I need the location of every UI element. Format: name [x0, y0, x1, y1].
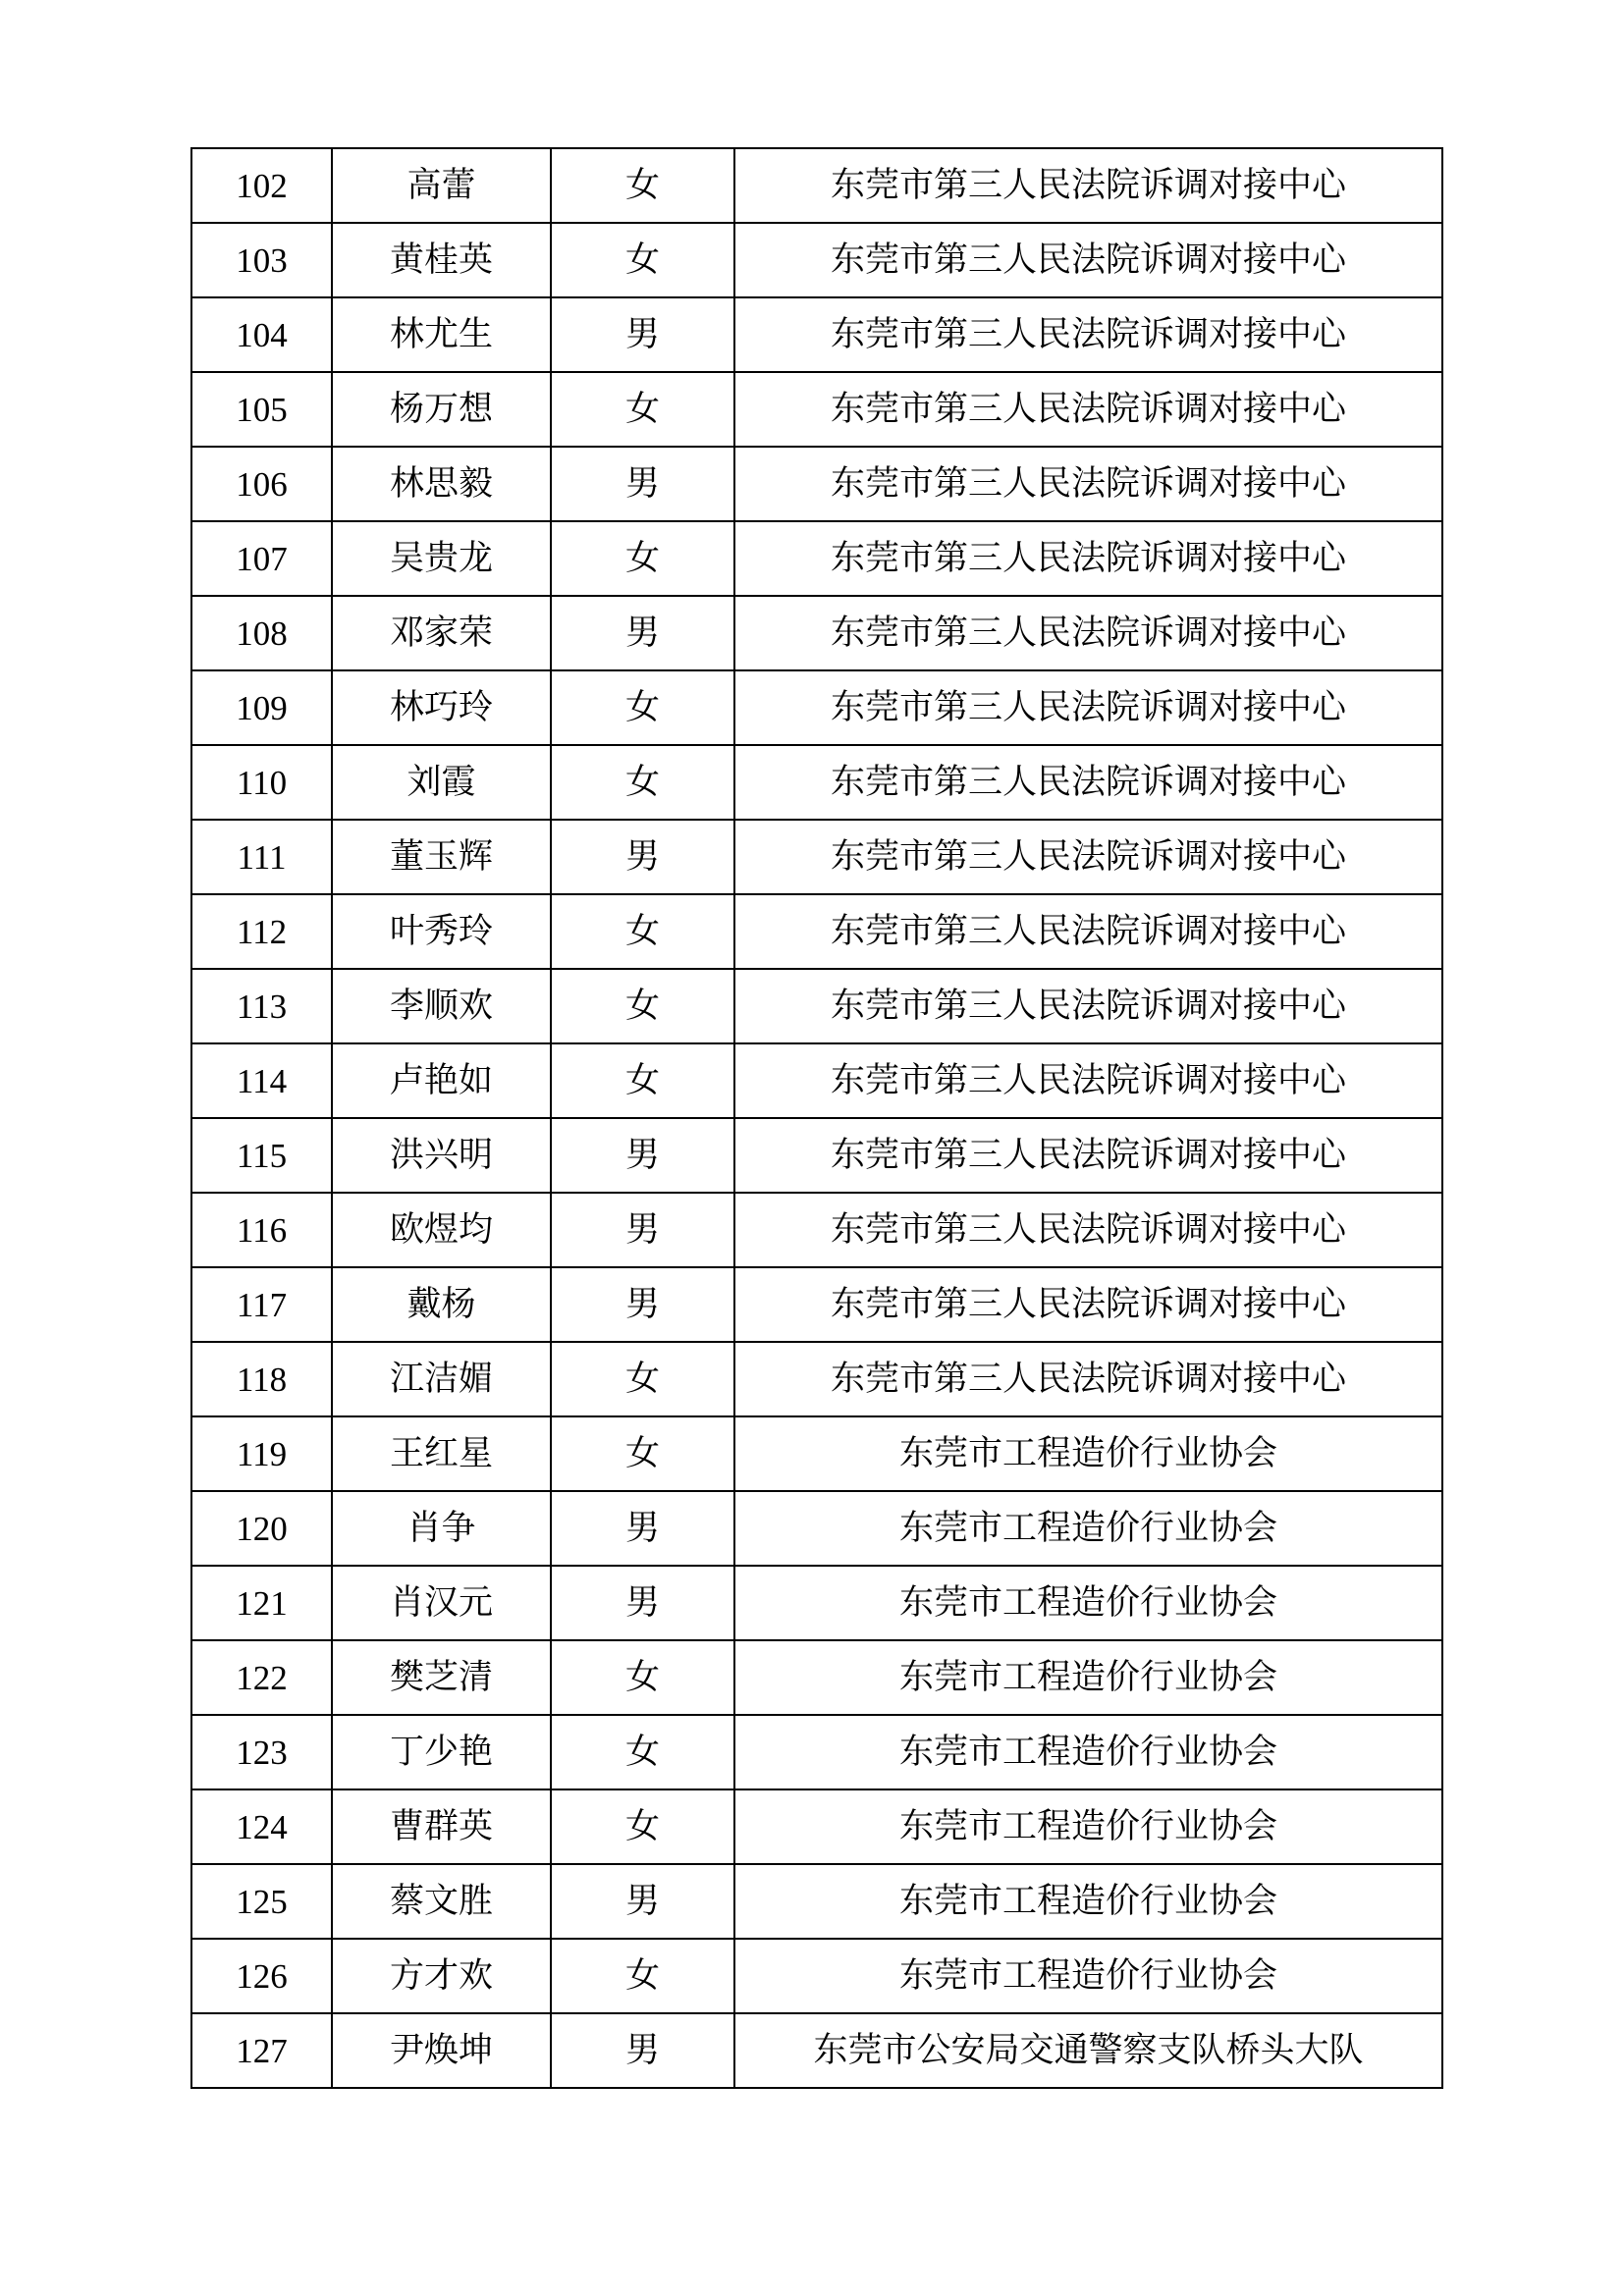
name-cell: 林巧玲 — [332, 670, 551, 745]
unit-cell: 东莞市第三人民法院诉调对接中心 — [734, 521, 1442, 596]
unit-cell: 东莞市第三人民法院诉调对接中心 — [734, 148, 1442, 223]
gender-cell: 女 — [551, 1789, 734, 1864]
gender-cell: 男 — [551, 1193, 734, 1267]
name-cell: 王红星 — [332, 1416, 551, 1491]
table-row — [191, 1193, 1442, 1267]
table-row — [191, 820, 1442, 894]
row-number-cell: 108 — [191, 596, 332, 670]
row-number-cell: 127 — [191, 2013, 332, 2088]
unit-cell: 东莞市工程造价行业协会 — [734, 1939, 1442, 2013]
unit-cell: 东莞市第三人民法院诉调对接中心 — [734, 1118, 1442, 1193]
gender-cell: 男 — [551, 1118, 734, 1193]
roster-table — [190, 147, 1443, 2089]
row-number-cell: 107 — [191, 521, 332, 596]
row-number-cell: 105 — [191, 372, 332, 447]
name-cell: 曹群英 — [332, 1789, 551, 1864]
unit-cell: 东莞市第三人民法院诉调对接中心 — [734, 670, 1442, 745]
name-cell: 卢艳如 — [332, 1043, 551, 1118]
table-row — [191, 1640, 1442, 1715]
row-number-cell: 113 — [191, 969, 332, 1043]
row-number-cell: 103 — [191, 223, 332, 297]
name-cell: 樊芝清 — [332, 1640, 551, 1715]
unit-cell: 东莞市第三人民法院诉调对接中心 — [734, 223, 1442, 297]
name-cell: 林尤生 — [332, 297, 551, 372]
table-row — [191, 372, 1442, 447]
gender-cell: 女 — [551, 1640, 734, 1715]
row-number-cell: 124 — [191, 1789, 332, 1864]
row-number-cell: 126 — [191, 1939, 332, 2013]
name-cell: 杨万想 — [332, 372, 551, 447]
unit-cell: 东莞市工程造价行业协会 — [734, 1715, 1442, 1789]
gender-cell: 男 — [551, 820, 734, 894]
gender-cell: 男 — [551, 1864, 734, 1939]
table-row — [191, 1939, 1442, 2013]
table-row — [191, 1566, 1442, 1640]
table-row — [191, 447, 1442, 521]
table-row — [191, 1342, 1442, 1416]
name-cell: 李顺欢 — [332, 969, 551, 1043]
gender-cell: 女 — [551, 745, 734, 820]
unit-cell: 东莞市第三人民法院诉调对接中心 — [734, 969, 1442, 1043]
row-number-cell: 118 — [191, 1342, 332, 1416]
name-cell: 肖汉元 — [332, 1566, 551, 1640]
unit-cell: 东莞市工程造价行业协会 — [734, 1789, 1442, 1864]
table-row — [191, 670, 1442, 745]
gender-cell: 男 — [551, 596, 734, 670]
table-row — [191, 894, 1442, 969]
gender-cell: 男 — [551, 1267, 734, 1342]
table-row — [191, 148, 1442, 223]
name-cell: 吴贵龙 — [332, 521, 551, 596]
table-row — [191, 1416, 1442, 1491]
table-row — [191, 1267, 1442, 1342]
name-cell: 刘霞 — [332, 745, 551, 820]
row-number-cell: 109 — [191, 670, 332, 745]
table-row — [191, 1715, 1442, 1789]
name-cell: 林思毅 — [332, 447, 551, 521]
gender-cell: 女 — [551, 1715, 734, 1789]
table-row — [191, 596, 1442, 670]
unit-cell: 东莞市第三人民法院诉调对接中心 — [734, 447, 1442, 521]
gender-cell: 女 — [551, 1416, 734, 1491]
unit-cell: 东莞市工程造价行业协会 — [734, 1864, 1442, 1939]
name-cell: 洪兴明 — [332, 1118, 551, 1193]
row-number-cell: 120 — [191, 1491, 332, 1566]
name-cell: 黄桂英 — [332, 223, 551, 297]
gender-cell: 女 — [551, 223, 734, 297]
row-number-cell: 117 — [191, 1267, 332, 1342]
name-cell: 戴杨 — [332, 1267, 551, 1342]
gender-cell: 女 — [551, 1342, 734, 1416]
unit-cell: 东莞市第三人民法院诉调对接中心 — [734, 372, 1442, 447]
gender-cell: 男 — [551, 1491, 734, 1566]
name-cell: 尹焕坤 — [332, 2013, 551, 2088]
table-row — [191, 1491, 1442, 1566]
gender-cell: 女 — [551, 894, 734, 969]
name-cell: 欧煜均 — [332, 1193, 551, 1267]
gender-cell: 女 — [551, 521, 734, 596]
row-number-cell: 123 — [191, 1715, 332, 1789]
table-row — [191, 1043, 1442, 1118]
row-number-cell: 106 — [191, 447, 332, 521]
name-cell: 董玉辉 — [332, 820, 551, 894]
row-number-cell: 102 — [191, 148, 332, 223]
row-number-cell: 110 — [191, 745, 332, 820]
gender-cell: 男 — [551, 297, 734, 372]
row-number-cell: 119 — [191, 1416, 332, 1491]
unit-cell: 东莞市第三人民法院诉调对接中心 — [734, 820, 1442, 894]
gender-cell: 女 — [551, 372, 734, 447]
gender-cell: 女 — [551, 1939, 734, 2013]
table-row — [191, 297, 1442, 372]
unit-cell: 东莞市工程造价行业协会 — [734, 1640, 1442, 1715]
unit-cell: 东莞市工程造价行业协会 — [734, 1416, 1442, 1491]
table-row — [191, 1789, 1442, 1864]
name-cell: 方才欢 — [332, 1939, 551, 2013]
unit-cell: 东莞市第三人民法院诉调对接中心 — [734, 745, 1442, 820]
row-number-cell: 121 — [191, 1566, 332, 1640]
name-cell: 肖争 — [332, 1491, 551, 1566]
row-number-cell: 114 — [191, 1043, 332, 1118]
name-cell: 蔡文胜 — [332, 1864, 551, 1939]
unit-cell: 东莞市第三人民法院诉调对接中心 — [734, 297, 1442, 372]
unit-cell: 东莞市第三人民法院诉调对接中心 — [734, 894, 1442, 969]
row-number-cell: 125 — [191, 1864, 332, 1939]
gender-cell: 女 — [551, 670, 734, 745]
gender-cell: 女 — [551, 148, 734, 223]
table-row — [191, 521, 1442, 596]
row-number-cell: 116 — [191, 1193, 332, 1267]
table-row — [191, 223, 1442, 297]
name-cell: 江洁媚 — [332, 1342, 551, 1416]
unit-cell: 东莞市工程造价行业协会 — [734, 1566, 1442, 1640]
unit-cell: 东莞市工程造价行业协会 — [734, 1491, 1442, 1566]
gender-cell: 男 — [551, 2013, 734, 2088]
name-cell: 丁少艳 — [332, 1715, 551, 1789]
row-number-cell: 122 — [191, 1640, 332, 1715]
unit-cell: 东莞市第三人民法院诉调对接中心 — [734, 1267, 1442, 1342]
unit-cell: 东莞市公安局交通警察支队桥头大队 — [734, 2013, 1442, 2088]
gender-cell: 男 — [551, 447, 734, 521]
roster-table-body — [191, 148, 1442, 2088]
unit-cell: 东莞市第三人民法院诉调对接中心 — [734, 1342, 1442, 1416]
name-cell: 邓家荣 — [332, 596, 551, 670]
unit-cell: 东莞市第三人民法院诉调对接中心 — [734, 1193, 1442, 1267]
row-number-cell: 115 — [191, 1118, 332, 1193]
table-row — [191, 1118, 1442, 1193]
row-number-cell: 112 — [191, 894, 332, 969]
name-cell: 高蕾 — [332, 148, 551, 223]
table-row — [191, 2013, 1442, 2088]
unit-cell: 东莞市第三人民法院诉调对接中心 — [734, 596, 1442, 670]
gender-cell: 女 — [551, 969, 734, 1043]
row-number-cell: 111 — [191, 820, 332, 894]
table-row — [191, 1864, 1442, 1939]
table-row — [191, 745, 1442, 820]
table-row — [191, 969, 1442, 1043]
row-number-cell: 104 — [191, 297, 332, 372]
gender-cell: 男 — [551, 1566, 734, 1640]
unit-cell: 东莞市第三人民法院诉调对接中心 — [734, 1043, 1442, 1118]
name-cell: 叶秀玲 — [332, 894, 551, 969]
gender-cell: 女 — [551, 1043, 734, 1118]
